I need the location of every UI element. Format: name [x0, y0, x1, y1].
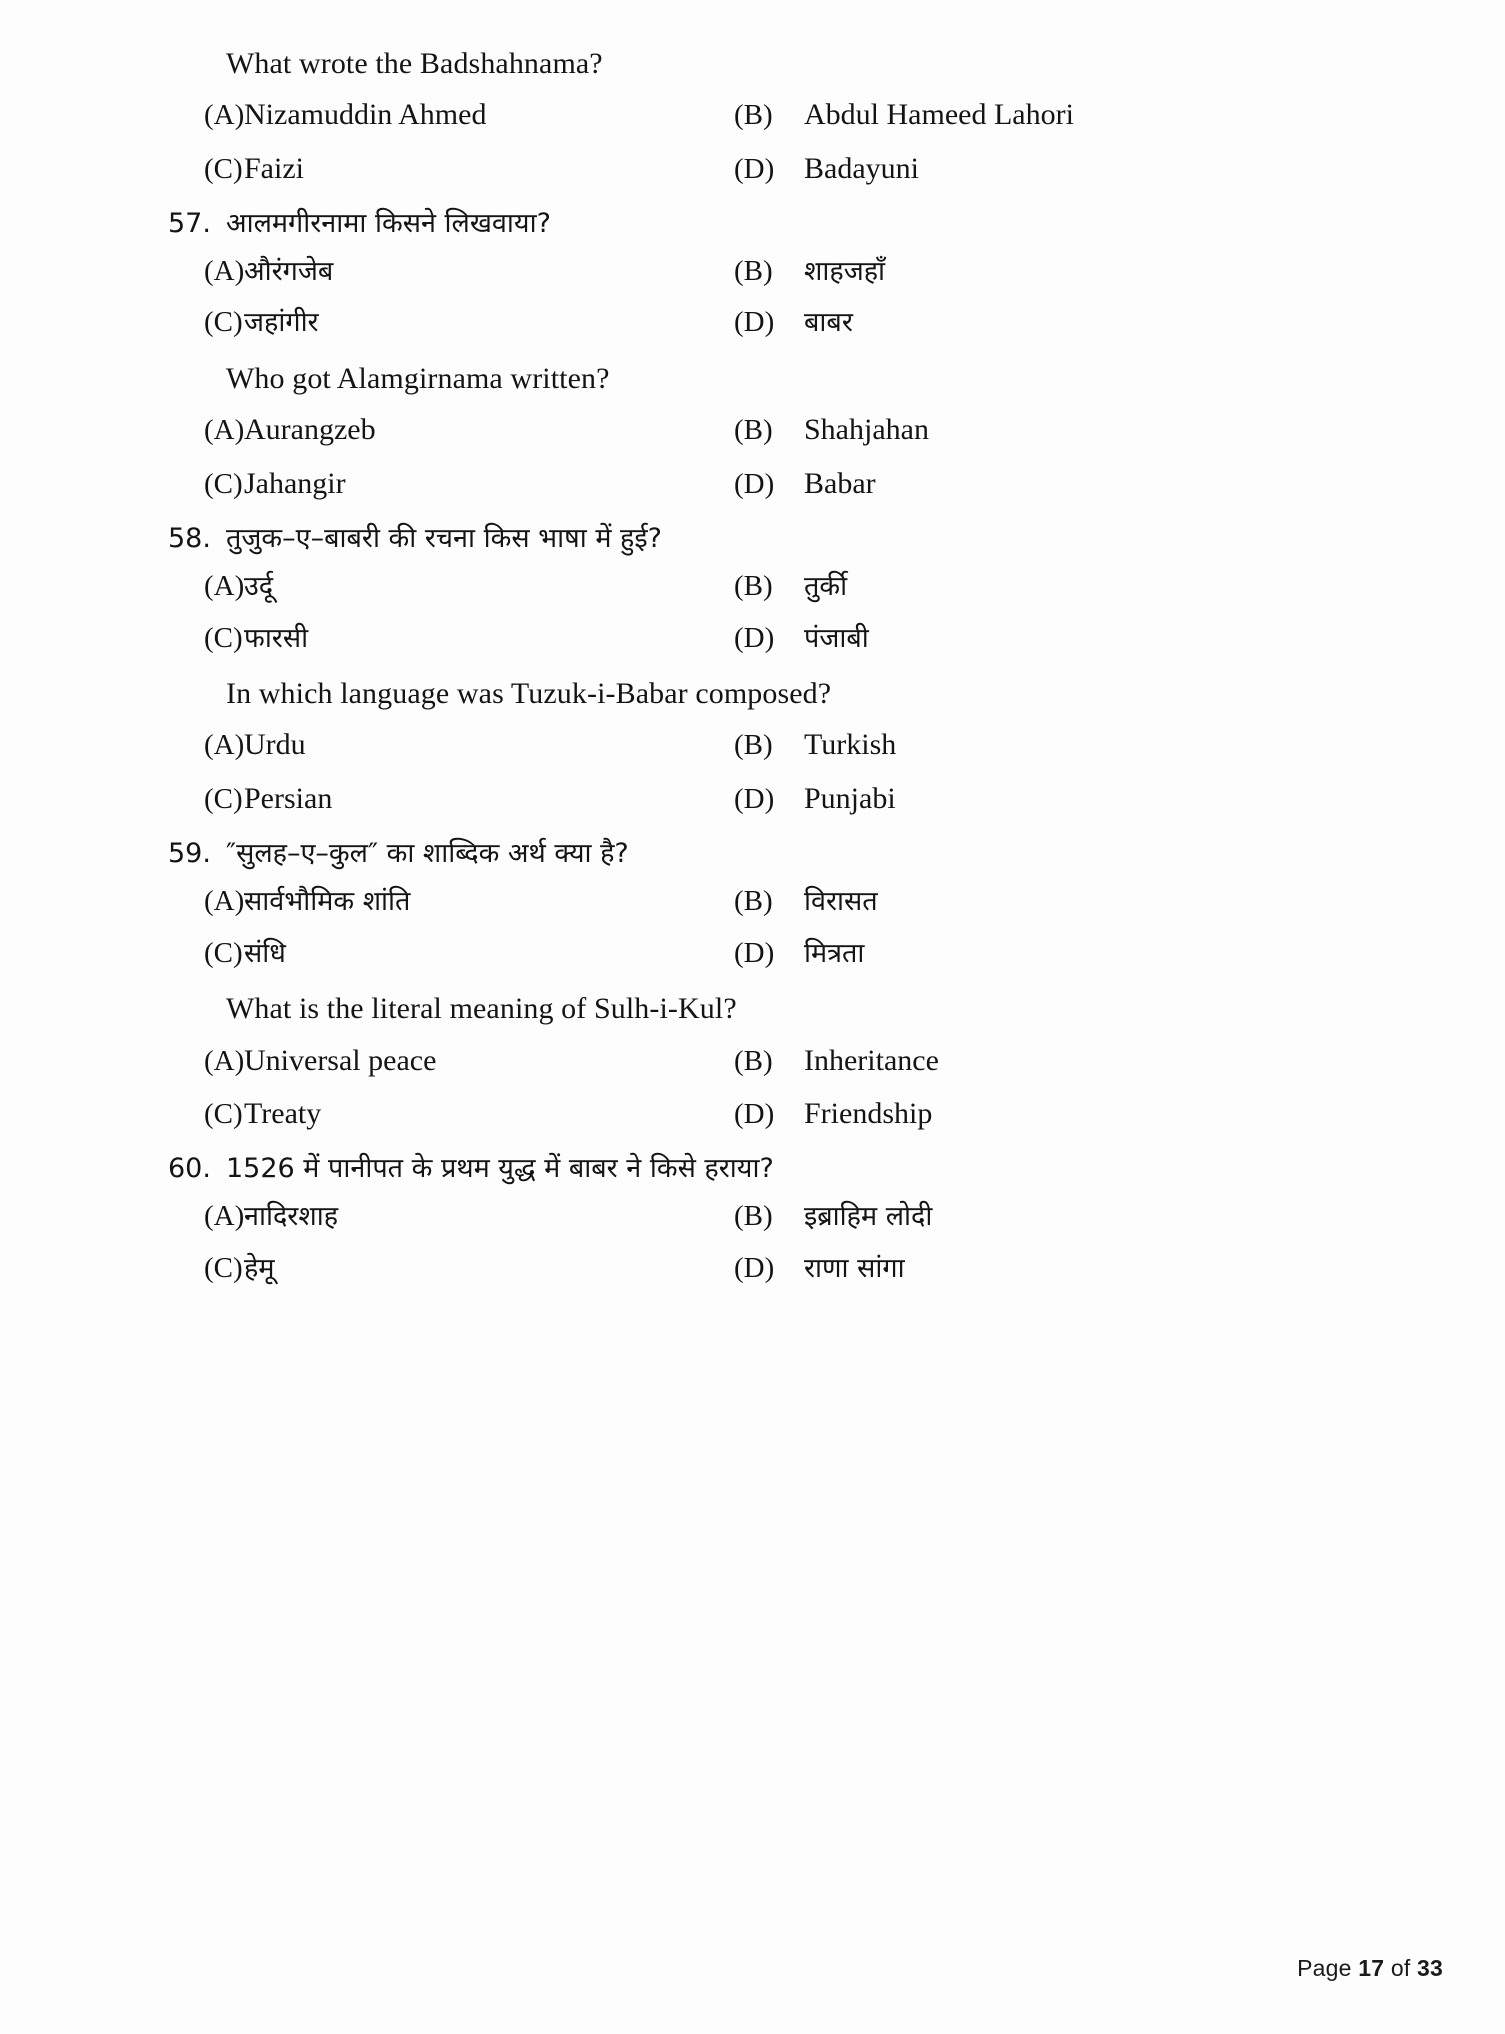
option-label: राणा सांगा	[804, 1252, 905, 1284]
option-row	[168, 1243, 1348, 1295]
question-line	[168, 521, 1348, 557]
option-a[interactable]	[168, 561, 728, 613]
option-row	[168, 297, 1348, 349]
option-row	[168, 1034, 1348, 1088]
question-number: 59.	[168, 837, 211, 869]
option-key: (D)	[734, 467, 775, 500]
option-key: (D)	[734, 1098, 775, 1131]
option-key: (B)	[734, 729, 773, 762]
page-footer	[1297, 1955, 1443, 1982]
option-key: (A)	[204, 569, 245, 602]
option-d[interactable]	[728, 613, 1288, 665]
option-key: (C)	[204, 1098, 243, 1131]
option-b[interactable]	[728, 876, 1288, 928]
option-key: (C)	[204, 152, 243, 185]
question-line	[168, 674, 1348, 714]
option-label: शाहजहाँ	[804, 255, 886, 287]
option-key: (C)	[204, 1251, 243, 1284]
option-label: Friendship	[804, 1097, 933, 1131]
options-group	[168, 88, 1348, 195]
option-label: उर्दू	[244, 570, 274, 602]
option-d[interactable]	[728, 457, 1288, 511]
option-label: Nizamuddin Ahmed	[244, 98, 487, 132]
option-c[interactable]	[168, 613, 728, 665]
block-spacer	[168, 511, 1348, 521]
block-spacer	[168, 196, 1348, 206]
question-block	[168, 674, 1348, 836]
options-group	[168, 403, 1348, 510]
option-key: (B)	[734, 884, 773, 917]
option-a[interactable]	[168, 1034, 728, 1088]
option-c[interactable]	[168, 1243, 728, 1295]
option-key: (C)	[204, 467, 243, 500]
question-block	[168, 44, 1348, 206]
option-row	[168, 457, 1348, 511]
question-line	[168, 989, 1348, 1029]
option-row	[168, 1191, 1348, 1243]
option-a[interactable]	[168, 88, 728, 142]
option-a[interactable]	[168, 876, 728, 928]
option-row	[168, 403, 1348, 457]
options-group	[168, 1191, 1348, 1294]
option-key: (A)	[204, 414, 245, 447]
option-c[interactable]	[168, 457, 728, 511]
question-text: What is the literal meaning of Sulh-i-Kul?	[226, 992, 737, 1026]
option-label: Inheritance	[804, 1043, 939, 1077]
option-key: (B)	[734, 569, 773, 602]
option-d[interactable]	[728, 142, 1288, 196]
option-c[interactable]	[168, 1087, 728, 1141]
option-key: (A)	[204, 254, 245, 287]
option-b[interactable]	[728, 561, 1288, 613]
option-label: फारसी	[244, 622, 309, 654]
option-key: (A)	[204, 1044, 245, 1077]
question-line	[168, 44, 1348, 84]
option-d[interactable]	[728, 297, 1288, 349]
question-block	[168, 989, 1348, 1151]
option-key: (A)	[204, 1200, 245, 1233]
block-spacer	[168, 826, 1348, 836]
option-label: विरासत	[804, 885, 878, 917]
option-c[interactable]	[168, 142, 728, 196]
block-spacer	[168, 1294, 1348, 1304]
option-label: तुर्की	[804, 570, 848, 602]
options-group	[168, 876, 1348, 979]
block-spacer	[168, 664, 1348, 674]
option-key: (A)	[204, 99, 245, 132]
option-key: (D)	[734, 306, 775, 339]
option-label: Babar	[804, 466, 876, 500]
option-label: औरंगजेब	[244, 255, 334, 287]
option-b[interactable]	[728, 88, 1288, 142]
option-a[interactable]	[168, 1191, 728, 1243]
question-text: In which language was Tuzuk-i-Babar composed?	[226, 677, 832, 711]
question-number: 57.	[168, 207, 211, 239]
question-line	[168, 836, 1348, 872]
option-key: (D)	[734, 783, 775, 816]
option-label: जहांगीर	[244, 307, 319, 339]
option-label: मित्रता	[804, 937, 865, 969]
option-c[interactable]	[168, 772, 728, 826]
option-label: सार्वभौमिक शांति	[244, 885, 411, 917]
option-key: (A)	[204, 884, 245, 917]
option-d[interactable]	[728, 1243, 1288, 1295]
block-spacer	[168, 979, 1348, 989]
footer-of-label: of	[1390, 1955, 1411, 1981]
option-c[interactable]	[168, 928, 728, 980]
option-row	[168, 246, 1348, 298]
option-row	[168, 772, 1348, 826]
option-key: (D)	[734, 936, 775, 969]
option-key: (D)	[734, 152, 775, 185]
option-key: (C)	[204, 936, 243, 969]
option-b[interactable]	[728, 1034, 1288, 1088]
option-key: (A)	[204, 729, 245, 762]
footer-page-label: Page	[1297, 1955, 1352, 1981]
option-label: Faizi	[244, 151, 304, 185]
question-block	[168, 359, 1348, 521]
option-b[interactable]	[728, 403, 1288, 457]
question-block	[168, 836, 1348, 990]
option-key: (B)	[734, 99, 773, 132]
question-text: ″सुलह–ए–कुल″ का शाब्दिक अर्थ क्या है?	[226, 837, 629, 869]
option-a[interactable]	[168, 718, 728, 772]
option-b[interactable]	[728, 1191, 1288, 1243]
options-group	[168, 718, 1348, 825]
block-spacer	[168, 1141, 1348, 1151]
question-block	[168, 521, 1348, 675]
question-text: What wrote the Badshahnama?	[226, 47, 603, 80]
option-row	[168, 142, 1348, 196]
option-label: Aurangzeb	[244, 413, 376, 447]
option-a[interactable]	[168, 403, 728, 457]
options-group	[168, 1034, 1348, 1141]
option-key: (C)	[204, 621, 243, 654]
question-block	[168, 1151, 1348, 1305]
option-label: इब्राहिम लोदी	[804, 1201, 933, 1233]
option-row	[168, 1087, 1348, 1141]
block-spacer	[168, 349, 1348, 359]
option-b[interactable]	[728, 718, 1288, 772]
option-key: (B)	[734, 1044, 773, 1077]
questions-container	[168, 44, 1348, 1304]
option-key: (B)	[734, 414, 773, 447]
option-key: (B)	[734, 1200, 773, 1233]
option-label: Badayuni	[804, 151, 919, 185]
option-a[interactable]	[168, 246, 728, 298]
footer-page-number: 17	[1358, 1955, 1385, 1981]
question-line	[168, 359, 1348, 399]
option-row	[168, 613, 1348, 665]
options-group	[168, 246, 1348, 349]
question-number: 58.	[168, 522, 211, 554]
option-label: Abdul Hameed Lahori	[804, 98, 1074, 132]
question-block	[168, 206, 1348, 360]
question-text: Who got Alamgirnama written?	[226, 362, 610, 396]
question-line	[168, 206, 1348, 242]
option-row	[168, 561, 1348, 613]
option-key: (C)	[204, 783, 243, 816]
option-label: Turkish	[804, 728, 897, 762]
option-key: (C)	[204, 306, 243, 339]
option-c[interactable]	[168, 297, 728, 349]
option-key: (D)	[734, 1251, 775, 1284]
option-row	[168, 876, 1348, 928]
option-key: (B)	[734, 254, 773, 287]
question-text: आलमगीरनामा किसने लिखवाया?	[226, 207, 551, 239]
question-number: 60.	[168, 1152, 211, 1184]
option-label: नादिरशाह	[244, 1201, 339, 1233]
option-row	[168, 928, 1348, 980]
option-label: Jahangir	[244, 466, 346, 500]
option-row	[168, 718, 1348, 772]
option-label: संधि	[244, 937, 286, 969]
question-text: 1526 में पानीपत के प्रथम युद्ध में बाबर ने किसे हराया?	[226, 1152, 774, 1184]
option-d[interactable]	[728, 928, 1288, 980]
question-line	[168, 1151, 1348, 1187]
option-label: Urdu	[244, 728, 306, 762]
option-b[interactable]	[728, 246, 1288, 298]
option-label: Persian	[244, 782, 333, 816]
option-label: Treaty	[244, 1097, 322, 1131]
option-label: पंजाबी	[804, 622, 869, 654]
option-d[interactable]	[728, 772, 1288, 826]
option-row	[168, 88, 1348, 142]
options-group	[168, 561, 1348, 664]
footer-total-pages: 33	[1417, 1955, 1443, 1981]
option-label: हेमू	[244, 1252, 275, 1284]
option-key: (D)	[734, 621, 775, 654]
question-text: तुजुक–ए–बाबरी की रचना किस भाषा में हुई?	[226, 522, 662, 554]
option-d[interactable]	[728, 1087, 1288, 1141]
option-label: Shahjahan	[804, 413, 929, 447]
option-label: Universal peace	[244, 1043, 437, 1077]
option-label: बाबर	[804, 307, 853, 339]
option-label: Punjabi	[804, 782, 896, 816]
